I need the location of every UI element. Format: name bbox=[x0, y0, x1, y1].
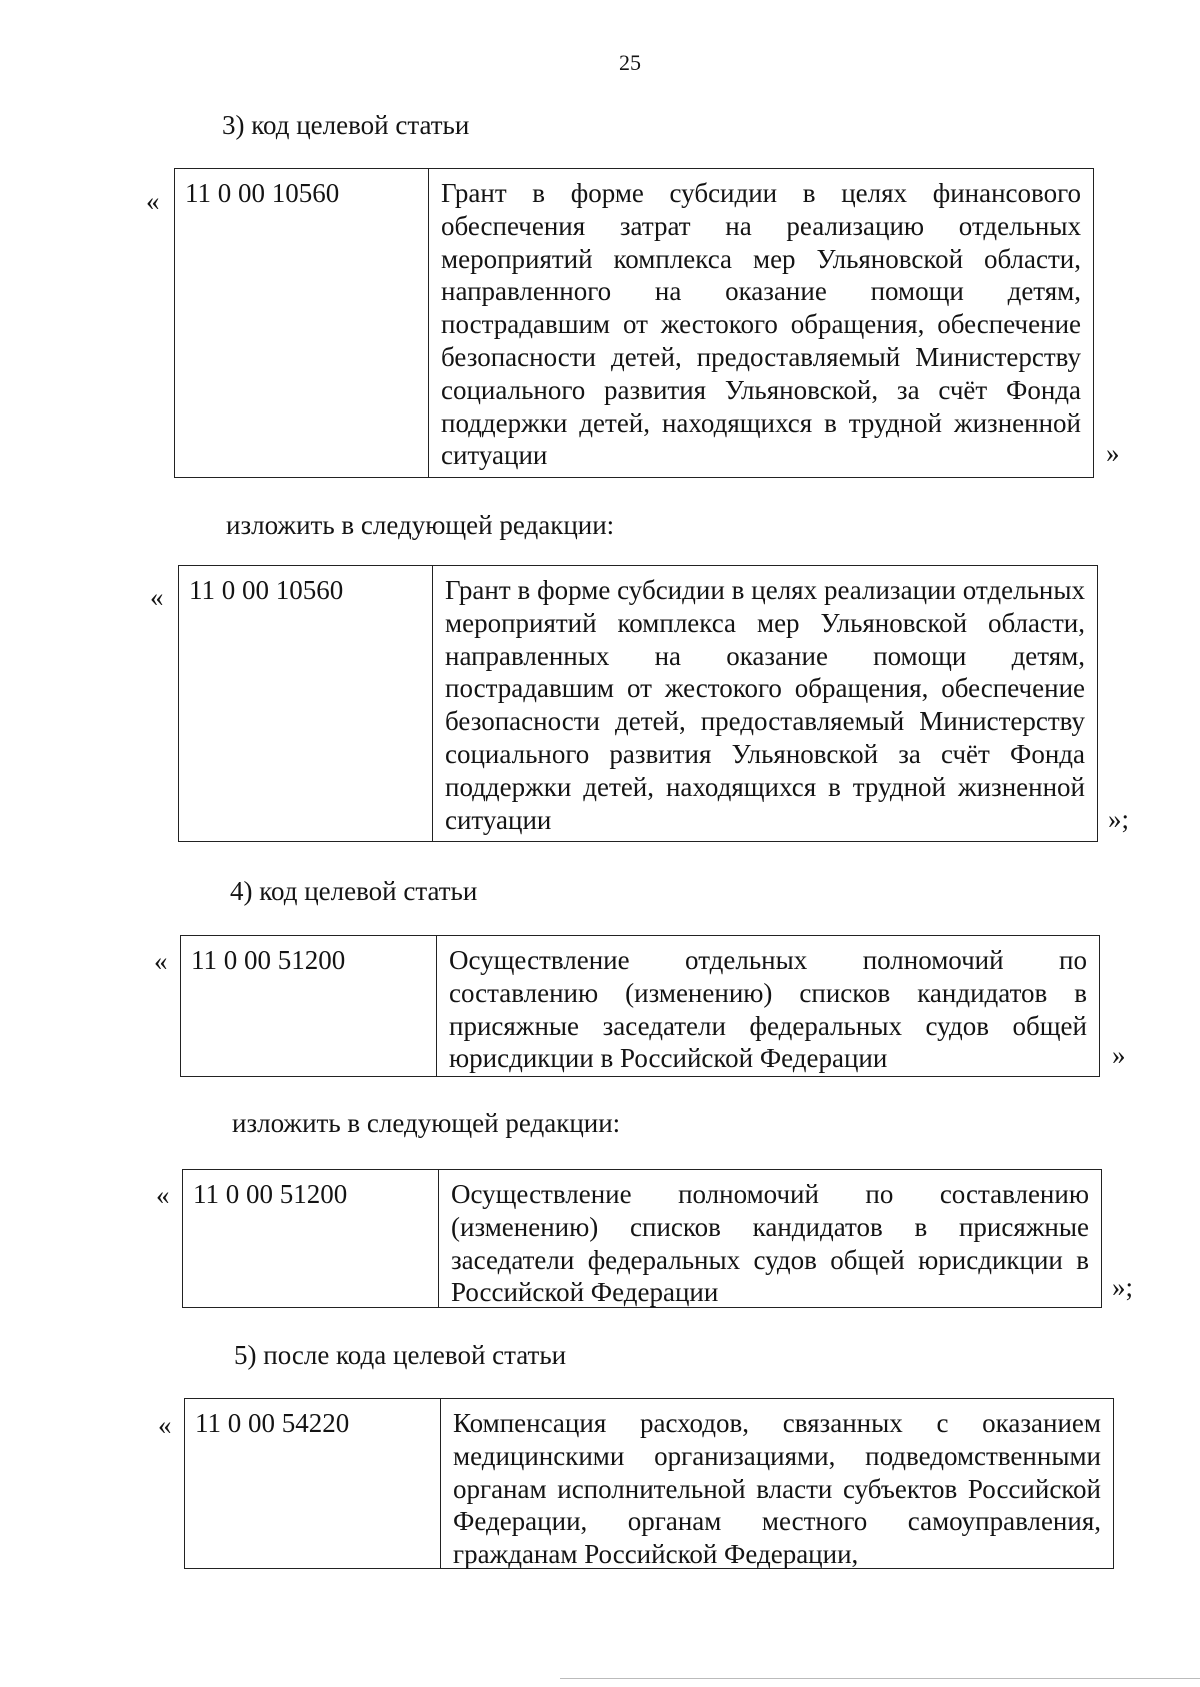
code-cell: 11 0 00 10560 bbox=[179, 566, 433, 841]
code-cell: 11 0 00 10560 bbox=[175, 169, 429, 477]
open-quote: « bbox=[156, 1180, 170, 1210]
bottom-divider bbox=[560, 1678, 1200, 1679]
description-cell: Осуществление отдельных полномочий по составлению (изменению) списков кандидатов в присяжные заседатели федеральных судов общей юрисдикции в Российской Федерации bbox=[449, 945, 1087, 1074]
target-article-table bbox=[182, 1169, 1102, 1308]
open-quote: « bbox=[150, 582, 164, 612]
close-quote: » bbox=[1112, 1040, 1126, 1070]
section-label-4: 4) код целевой статьи bbox=[230, 876, 478, 906]
code-cell: 11 0 00 51200 bbox=[181, 936, 437, 1076]
description-cell: Грант в форме субсидии в целях реализации отдельных мероприятий комплекса мер Ульяновской области, направленных на оказание помощи детям, пострадавшим от жестокого обращения, обеспечение безопасности детей, предоставляемый Министерству социального развития Ульяновской за счёт Фонда поддержки детей, находящихся в трудной жизненной ситуации bbox=[445, 575, 1085, 835]
open-quote: « bbox=[154, 946, 168, 976]
close-quote: »; bbox=[1112, 1272, 1134, 1302]
code-cell: 11 0 00 51200 bbox=[183, 1170, 439, 1307]
description-cell: Компенсация расходов, связанных с оказанием медицинскими организациями, подведомственными органам исполнительной власти субъектов Российской Федерации, органам местного самоуправления, гражданам Российской Федерации, bbox=[453, 1408, 1101, 1570]
description-cell: Грант в форме субсидии в целях финансового обеспечения затрат на реализацию отдельных мероприятий комплекса мер Ульяновской области, направленного на оказание помощи детям, пострадавшим от жестокого обращения, обеспечение безопасности детей, предоставляемый Министерству социального развития Ульяновской, за счёт Фонда поддержки детей, находящихся в трудной жизненной ситуации bbox=[441, 178, 1081, 471]
target-article-table bbox=[178, 565, 1098, 842]
section-label-3: 3) код целевой статьи bbox=[222, 110, 470, 140]
target-article-table bbox=[180, 935, 1100, 1077]
description-cell: Осуществление полномочий по составлению (изменению) списков кандидатов в присяжные заседатели федеральных судов общей юрисдикции в Российской Федерации bbox=[451, 1179, 1089, 1308]
target-article-table bbox=[174, 168, 1094, 478]
section-label-new-edition: изложить в следующей редакции: bbox=[232, 1108, 621, 1138]
code-cell: 11 0 00 54220 bbox=[185, 1399, 441, 1568]
close-quote: »; bbox=[1108, 804, 1130, 834]
open-quote: « bbox=[158, 1410, 172, 1440]
section-label-new-edition: изложить в следующей редакции: bbox=[226, 510, 615, 540]
open-quote: « bbox=[146, 186, 160, 216]
section-label-5: 5) после кода целевой статьи bbox=[234, 1340, 567, 1370]
close-quote: » bbox=[1106, 438, 1120, 468]
target-article-table bbox=[184, 1398, 1114, 1569]
page-number: 25 bbox=[619, 50, 641, 75]
